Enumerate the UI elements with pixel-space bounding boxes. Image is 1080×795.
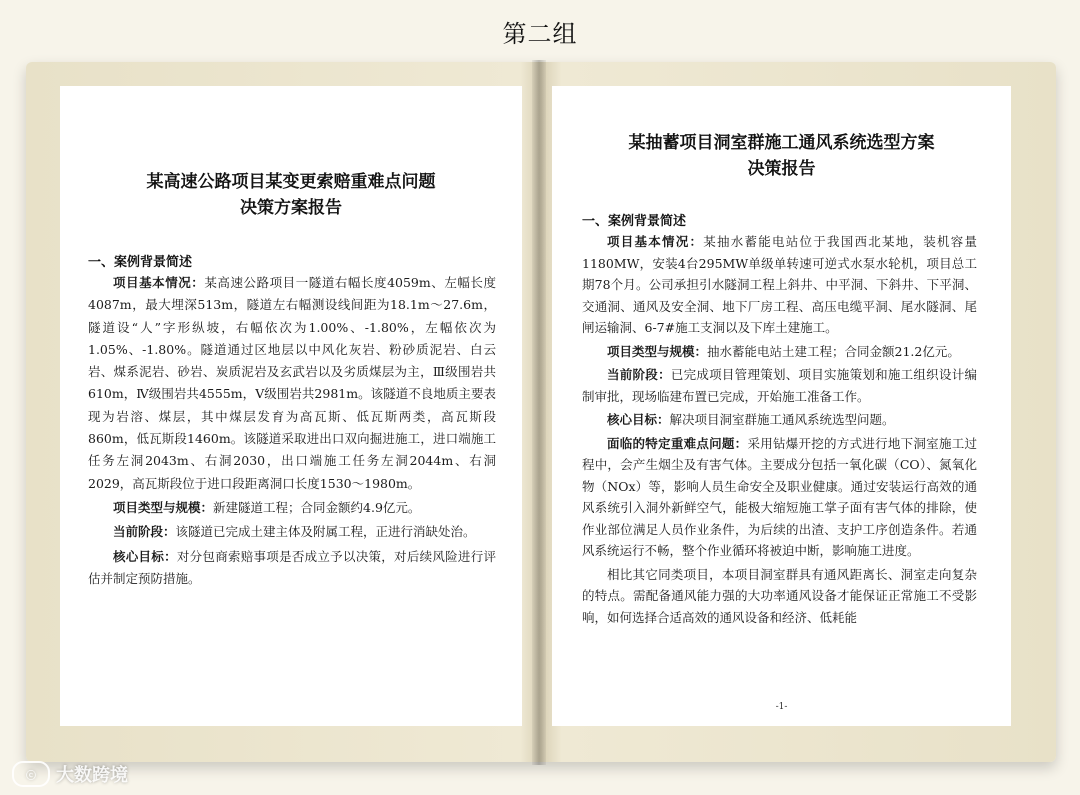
left-label-core-goal: 核心目标： bbox=[113, 548, 177, 564]
right-label-basic-info: 项目基本情况： bbox=[607, 234, 704, 249]
right-section-heading: 一、案例背景简述 bbox=[582, 214, 687, 229]
right-para-difficulties bbox=[582, 433, 977, 562]
left-page bbox=[60, 86, 522, 726]
left-text-basic-info: 某高速公路项目一隧道右幅长度4059m、左幅长度4087m，最大埋深513m，隧道左右幅测设线间距为18.1m～27.6m，隧道设“人”字形纵坡，右幅依次为1.00%、-1.80%，左幅依次为1.05%、-1.80%。隧道通过区地层以中风化灰岩、粉砂质泥岩、白云岩、煤系泥岩、砂岩、炭质泥岩及玄武岩以及劣质煤层为主，Ⅲ级围岩共610m，Ⅳ级围岩共4555m，Ⅴ级围岩共2981m。该隧道不良地质主要表现为岩溶、煤层，其中煤层发育为高瓦斯、低瓦斯两类，高瓦斯段860m，低瓦斯段1460m。该隧道采取进出口双向掘进施工，进口端施工任务左洞2043m、右洞2030，出口端施工任务左洞2044m、右洞2029，高瓦斯段位于进口段距离洞口长度1530～1980m。 bbox=[88, 275, 496, 491]
page-number: -1- bbox=[775, 702, 788, 712]
left-doc-title bbox=[60, 169, 522, 221]
right-label-current-stage: 当前阶段： bbox=[607, 367, 671, 382]
left-label-type-scale: 项目类型与规模： bbox=[113, 499, 214, 515]
right-page bbox=[552, 86, 1011, 726]
right-para-type-scale bbox=[582, 341, 977, 363]
right-text-current-stage: 已完成项目管理策划、项目实施策划和施工组织设计编制审批，现场临建布置已完成，开始施工准备工作。 bbox=[582, 367, 977, 404]
right-title-line2: 决策报告 bbox=[747, 159, 816, 179]
left-para-current-stage bbox=[88, 521, 496, 543]
watermark-logo-icon: ⓒ bbox=[12, 761, 50, 787]
left-label-basic-info: 项目基本情况： bbox=[113, 275, 205, 290]
right-label-type-scale: 项目类型与规模： bbox=[607, 343, 708, 359]
left-para-core-goal bbox=[88, 546, 496, 591]
book-spine bbox=[532, 60, 546, 765]
right-title-line1: 某抽蓄项目洞室群施工通风系统选型方案 bbox=[628, 133, 935, 153]
right-para-core-goal bbox=[582, 409, 977, 431]
left-title-line2: 决策方案报告 bbox=[240, 198, 342, 218]
right-text-type-scale: 抽水蓄能电站土建工程；合同金额21.2亿元。 bbox=[707, 343, 960, 359]
right-text-basic-info: 某抽水蓄能电站位于我国西北某地，装机容量1180MW，安装4台295MW单级单转速可逆式水泵水轮机，项目总工期78个月。公司承担引水隧洞工程上斜井、中平洞、下斜井、下平洞、交通洞、通风及安全洞、地下厂房工程、高压电缆平洞、尾水隧洞、尾闸运输洞、6-7#施工支洞以及下库土建施工。 bbox=[582, 234, 977, 335]
left-title-line1: 某高速公路项目某变更索赔重难点问题 bbox=[146, 172, 436, 192]
right-para-current-stage bbox=[582, 364, 977, 407]
right-para-basic-info bbox=[582, 231, 977, 339]
left-text-type-scale: 新建隧道工程；合同金额约4.9亿元。 bbox=[213, 499, 421, 515]
left-label-current-stage: 当前阶段： bbox=[113, 524, 176, 540]
left-para-basic-info bbox=[88, 272, 496, 495]
watermark bbox=[12, 761, 128, 787]
right-text-core-goal: 解决项目洞室群施工通风系统选型问题。 bbox=[669, 412, 895, 427]
right-doc-title bbox=[552, 130, 1011, 182]
watermark-text: 大数跨境 bbox=[56, 765, 128, 786]
left-para-type-scale bbox=[88, 497, 496, 519]
left-text-core-goal: 对分包商索赔事项是否成立予以决策，对后续风险进行评估并制定预防措施。 bbox=[88, 548, 496, 586]
left-text-current-stage: 该隧道已完成土建主体及附属工程，正进行消缺处治。 bbox=[175, 524, 476, 540]
right-label-core-goal: 核心目标： bbox=[607, 412, 670, 427]
right-text-difficulties: 采用钻爆开挖的方式进行地下洞室施工过程中，会产生烟尘及有害气体。主要成分包括一氧化碳（CO）、氮氧化物（NOx）等，影响人员生命安全及职业健康。通过安装运行高效的通风系统引入洞外新鲜空气，能极大缩短施工掌子面有害气体的排除，使作业部位满足人员作业条件，为后续的出渣、支护工序创造条件。若通风系统运行不畅，整个作业循环将被迫中断，影响施工进度。 bbox=[582, 435, 977, 558]
left-section-heading: 一、案例背景简述 bbox=[88, 255, 193, 270]
right-label-difficulties: 面临的特定重难点问题： bbox=[607, 435, 748, 451]
right-para-comparison: 相比其它同类项目，本项目洞室群具有通风距离长、洞室走向复杂的特点。需配备通风能力强的大功率通风设备才能保证正常施工不受影响，如何选择合适高效的通风设备和经济、低耗能 bbox=[582, 566, 977, 625]
group-title: 第二组 bbox=[502, 20, 578, 48]
